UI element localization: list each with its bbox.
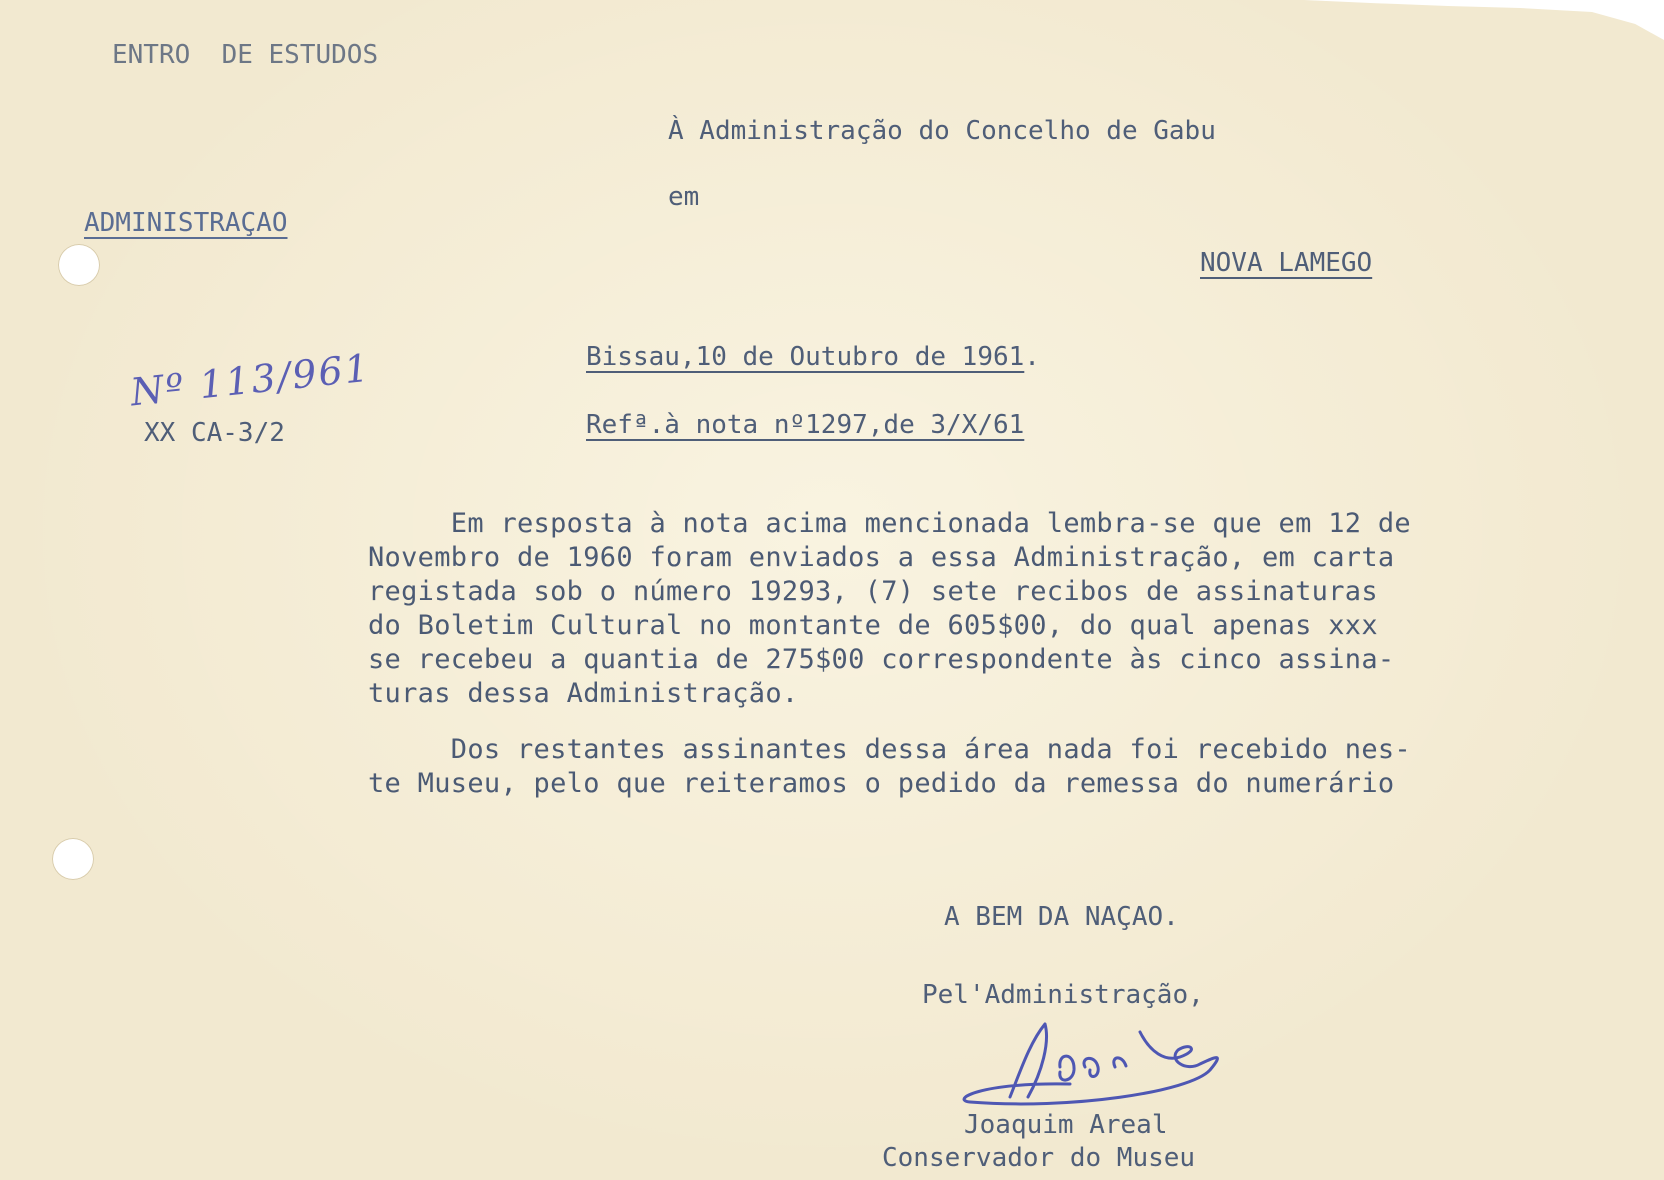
torn-corner [1304,0,1664,40]
closing-salutation: A BEM DA NAÇAO. [944,902,1179,932]
closing-on-behalf: Pel'Administração, [922,980,1204,1010]
body-p2-line-1: Dos restantes assinantes dessa área nada foi recebido nes- [368,734,1411,765]
handwritten-number: Nº 113/961 [128,345,373,415]
place-date-period: . [1024,342,1040,372]
signer-name: Joaquim Areal [964,1110,1168,1140]
body-p1-line-2: Novembro de 1960 foram enviados a essa Administração, em carta [368,542,1395,573]
body-p1-line-3: registada sob o número 19293, (7) sete recibos de assinaturas [368,576,1378,607]
punch-hole-bottom [52,838,94,880]
addressee-line-1: À Administração do Concelho de Gabu [668,116,1216,146]
body-p1-line-1: Em resposta à nota acima mencionada lembra-se que em 12 de [368,508,1411,539]
place-date [586,342,1040,372]
place-date-text: Bissau,10 de Outubro de 1961 [586,342,1025,372]
body-p1-line-6: turas dessa Administração. [368,678,799,709]
handwritten-signature [950,1012,1290,1122]
addressee-city: NOVA LAMEGO [1200,248,1373,278]
body-p2-line-2: te Museu, pelo que reiteramos o pedido da remessa do numerário [368,768,1395,799]
punch-hole-top [58,244,100,286]
letterhead-department: ADMINISTRAÇAO [84,208,288,238]
reference-note: Refª.à nota nº1297,de 3/X/61 [586,410,1025,440]
signer-title: Conservador do Museu [882,1143,1196,1173]
addressee-line-2: em [668,182,700,212]
letterhead-org: ENTRO DE ESTUDOS [112,40,379,70]
body-p1-line-5: se recebeu a quantia de 275$00 correspondente às cinco assina- [368,644,1395,675]
body-p1-line-4: do Boletim Cultural no montante de 605$00, do qual apenas xxx [368,610,1378,641]
file-code: XX CA-3/2 [144,418,285,448]
